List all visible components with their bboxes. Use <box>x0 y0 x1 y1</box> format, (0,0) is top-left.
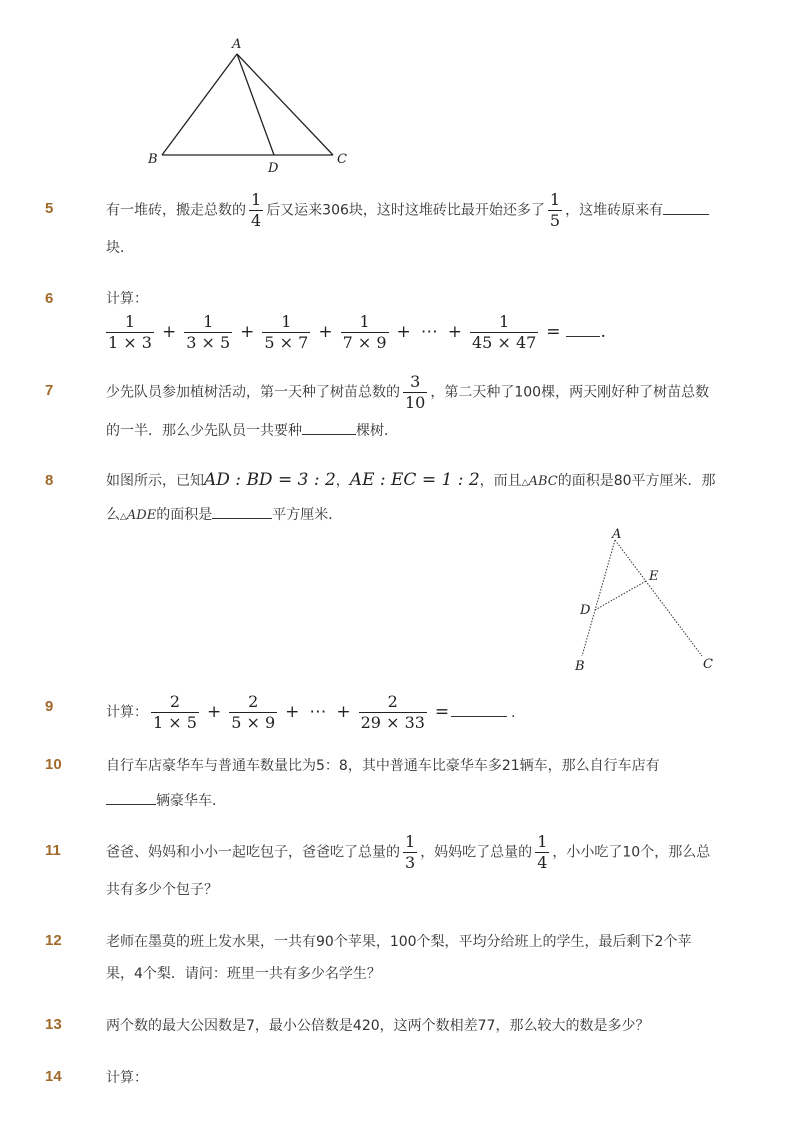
fraction: $\frac{2}{5 \times 9}$ <box>231 692 276 732</box>
text-segment: 老师在墨莫的班上发水果，一共有90个苹果，100个梨，平均分给班上的学生，最后剩下2个苹 <box>106 934 692 950</box>
fraction: $\frac{1}{7 \times 9}$ <box>342 312 387 352</box>
triangle-abc-name: ABC <box>528 474 558 489</box>
text-segment: 计算： <box>106 1070 148 1086</box>
question-number: 6 <box>45 290 54 307</box>
label-b: B <box>148 152 158 167</box>
label-a: A <box>612 527 622 542</box>
answer-blank[interactable] <box>451 702 507 717</box>
question-number: 5 <box>45 200 54 217</box>
text-segment: 的面积是 <box>156 507 213 523</box>
label-c: C <box>337 152 347 167</box>
segment-ad <box>237 54 274 155</box>
text-segment: 两个数的最大公因数是7，最小公倍数是420，这两个数相差77，那么较大的数是多少？ <box>106 1018 650 1034</box>
text-segment: 自行车店豪华车与普通车数量比为5：8，其中普通车比豪华车多21辆车，那么自行车店有 <box>106 758 660 774</box>
question-number: 14 <box>45 1068 62 1085</box>
segment-ac <box>615 540 702 656</box>
text-segment: 爸爸、妈妈和小小一起吃包子，爸爸吃了总量的 <box>106 844 400 861</box>
fraction: $\frac{1}{3 \times 5}$ <box>186 312 231 352</box>
text-segment: 果，4个梨．请问：班里一共有多少名学生？ <box>106 966 381 982</box>
text-segment: ，小小吃了10个，那么总 <box>552 844 711 861</box>
text-segment: ，妈妈吃了总量的 <box>420 844 533 861</box>
text-segment: ，第二天种了100棵，两天刚好种了树苗总数 <box>430 384 710 401</box>
segment-ab <box>582 540 615 656</box>
question-number: 10 <box>45 756 62 773</box>
text-segment: ，这堆砖原来有 <box>565 202 664 219</box>
text-segment: 的一半．那么少先队员一共要种 <box>106 423 302 439</box>
label-d: D <box>268 161 279 176</box>
fraction: $\frac{1}{45 \times 47}$ <box>472 312 537 352</box>
fraction: $\frac{1}{3}$ <box>405 832 416 872</box>
answer-blank[interactable] <box>212 504 272 519</box>
text-segment: 辆豪华车． <box>156 793 226 809</box>
fraction: $\frac{1}{5}$ <box>549 190 561 230</box>
segment-de <box>595 581 646 610</box>
label-b: B <box>575 659 585 674</box>
text-segment: 块． <box>106 240 134 256</box>
answer-blank[interactable] <box>663 200 709 215</box>
question-number: 12 <box>45 932 62 949</box>
fraction: $\frac{1}{1 \times 3}$ <box>108 312 152 352</box>
ratio-ae-ec: AE : EC = 1 : 2 <box>349 470 480 490</box>
text-segment: 计算： <box>106 704 148 721</box>
text-segment: 有一堆砖，搬走总数的 <box>106 202 246 219</box>
text-segment: 么 <box>106 507 120 523</box>
text-segment: 计算： <box>106 291 148 307</box>
text-segment: 如图所示，已知 <box>106 473 204 489</box>
triangle-figure-ade <box>560 520 730 680</box>
label-a: A <box>232 37 242 52</box>
triangle-symbol: △ <box>120 512 127 522</box>
segment-ab <box>162 54 237 155</box>
text-segment: 少先队员参加植树活动，第一天种了树苗总数的 <box>106 384 400 401</box>
fraction: $\frac{2}{1 \times 5}$ <box>153 692 197 732</box>
answer-blank[interactable] <box>302 420 356 435</box>
fraction: $\frac{3}{10}$ <box>405 372 426 412</box>
question-number: 8 <box>45 472 54 489</box>
text-segment: ． <box>511 704 526 721</box>
label-c: C <box>703 657 713 672</box>
triangle-symbol: △ <box>521 478 529 488</box>
text-segment: 平方厘米． <box>272 507 343 523</box>
answer-blank[interactable] <box>566 322 600 337</box>
label-e: E <box>649 569 659 584</box>
text-segment: ，而且 <box>479 473 522 489</box>
text-segment: 的面积是80平方厘米．那 <box>557 473 716 489</box>
question-number: 7 <box>45 382 54 399</box>
label-d: D <box>580 603 591 618</box>
triangle-figure-abc <box>140 32 370 177</box>
fraction: $\frac{1}{4}$ <box>251 190 262 230</box>
answer-blank[interactable] <box>106 790 156 805</box>
text-segment: ， <box>335 473 350 489</box>
fraction: $\frac{2}{29 \times 33}$ <box>360 692 425 732</box>
text-segment: 棵树． <box>356 423 398 439</box>
text-segment: 共有多少个包子？ <box>106 882 218 898</box>
fraction: $\frac{1}{4}$ <box>537 832 548 872</box>
segment-ac <box>237 54 333 155</box>
fraction: $\frac{1}{5 \times 7}$ <box>264 312 309 352</box>
question-number: 9 <box>45 698 54 715</box>
question-number: 13 <box>45 1016 62 1033</box>
triangle-ade-name: ADE <box>126 508 157 523</box>
ratio-ad-bd: AD : BD = 3 : 2 <box>204 470 336 490</box>
question-number: 11 <box>45 842 61 859</box>
text-segment: 后又运来306块，这时这堆砖比最开始还多了 <box>266 202 545 219</box>
